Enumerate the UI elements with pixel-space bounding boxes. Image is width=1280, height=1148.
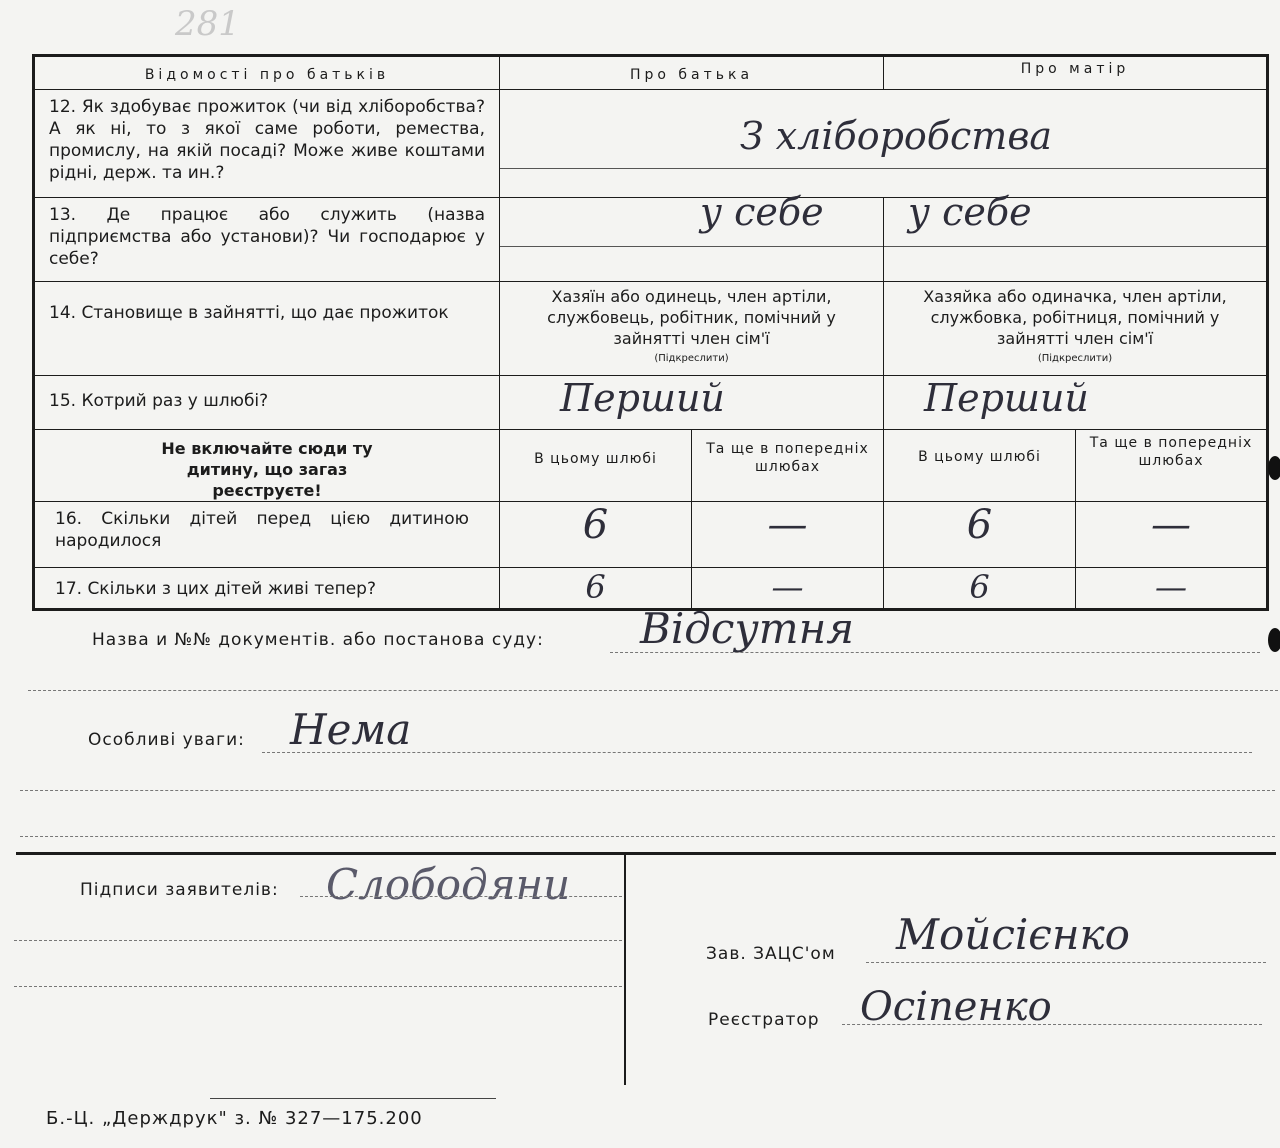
subheader-mother-previous: Та ще в попередніх шлюбах <box>1089 435 1253 469</box>
question-15: 15. Котрий раз у шлюбі? <box>49 391 269 411</box>
answer-13-mother: у себе <box>908 190 1032 234</box>
note-14-mother: (Підкреслити) <box>1037 353 1113 364</box>
applicants-signature-label: Підписи заявителів: <box>80 880 279 900</box>
q16-mother-prev: — <box>1151 502 1191 548</box>
subheader-father-this-marriage: В цьому шлюбі <box>534 451 657 467</box>
signature-section-divider <box>16 852 1276 855</box>
head-zags-label: Зав. ЗАЦС'ом <box>706 944 836 964</box>
note-14-father: (Підкреслити) <box>654 353 729 364</box>
options-14-mother: Хазяйка або одиначка, член артіли, службовка, робітниця, помічний у зайнятті член сім'ї <box>923 287 1227 348</box>
printer-mark-rule <box>210 1098 496 1099</box>
question-13: 13. Де працює або служить (назва підприємства або установи)? Чи господарює у себе? <box>49 205 485 269</box>
answer-13-father: у себе <box>700 190 824 234</box>
question-16: 16. Скільки дітей перед цією дитиною народилося <box>55 509 469 551</box>
printer-mark-footer: Б.-Ц. „Держдрук" з. № 327—175.200 <box>46 1108 423 1129</box>
q17-mother-this: 6 <box>969 568 990 606</box>
q17-mother-prev: — <box>1155 568 1187 606</box>
registrar-label: Реєстратор <box>708 1010 820 1030</box>
notice-exclude-child: Не включайте сюди ту дитину, що загаз реєструєте! <box>161 439 373 500</box>
table-header-row <box>34 56 1268 90</box>
q17-father-prev: — <box>771 568 804 606</box>
applicants-signature-handwritten: Слободяни <box>326 860 571 909</box>
signature-vertical-divider <box>624 855 626 1085</box>
archive-stamp-number: 281 <box>175 4 240 44</box>
q16-father-prev: — <box>767 502 808 548</box>
answer-15-father: Перший <box>560 376 725 420</box>
parents-info-table <box>32 54 1269 611</box>
subheader-father-previous: Та ще в попередніх шлюбах <box>706 441 869 475</box>
header-mother: Про матір <box>1020 61 1130 77</box>
remarks-label: Особливі уваги: <box>88 730 245 750</box>
question-17: 17. Скільки з цих дітей живі тепер? <box>55 579 376 599</box>
punch-hole <box>1268 628 1280 652</box>
q16-father-this: 6 <box>582 502 609 548</box>
row-q12 <box>34 90 1268 198</box>
head-zags-signature-handwritten: Мойсієнко <box>896 910 1130 959</box>
row-children-headers <box>34 430 1268 502</box>
remarks-value-handwritten: Нема <box>290 705 412 754</box>
row-q15 <box>34 376 1268 430</box>
question-12: 12. Як здобуває прожиток (чи від хліборобства? А як ні, то з якої саме роботи, ремества, промислу, на якій посаді? Може живе коштами рідні, держ. та ин.? <box>49 97 485 183</box>
header-parents-info: Відомості про батьків <box>144 67 390 83</box>
punch-hole <box>1268 456 1280 480</box>
registrar-signature-handwritten: Осіпенко <box>860 984 1052 1030</box>
documents-value-handwritten: Відсутня <box>640 604 855 653</box>
documents-label: Назва и №№ документів. або постанова суду: <box>92 630 544 650</box>
answer-15-mother: Перший <box>924 376 1089 420</box>
q16-mother-this: 6 <box>966 502 993 548</box>
header-father: Про батька <box>629 67 754 83</box>
q17-father-this: 6 <box>585 568 606 606</box>
question-14: 14. Становище в зайнятті, що дає прожиток <box>49 303 449 323</box>
row-q13 <box>34 198 1268 282</box>
subheader-mother-this-marriage: В цьому шлюбі <box>918 449 1041 465</box>
options-14-father: Хазяїн або одинець, член артіли, службовець, робітник, помічний у зайнятті член сім'ї <box>547 287 836 348</box>
answer-12-handwritten: З хліборобства <box>740 114 1053 158</box>
row-q16 <box>34 502 1268 568</box>
row-q14 <box>34 282 1268 376</box>
